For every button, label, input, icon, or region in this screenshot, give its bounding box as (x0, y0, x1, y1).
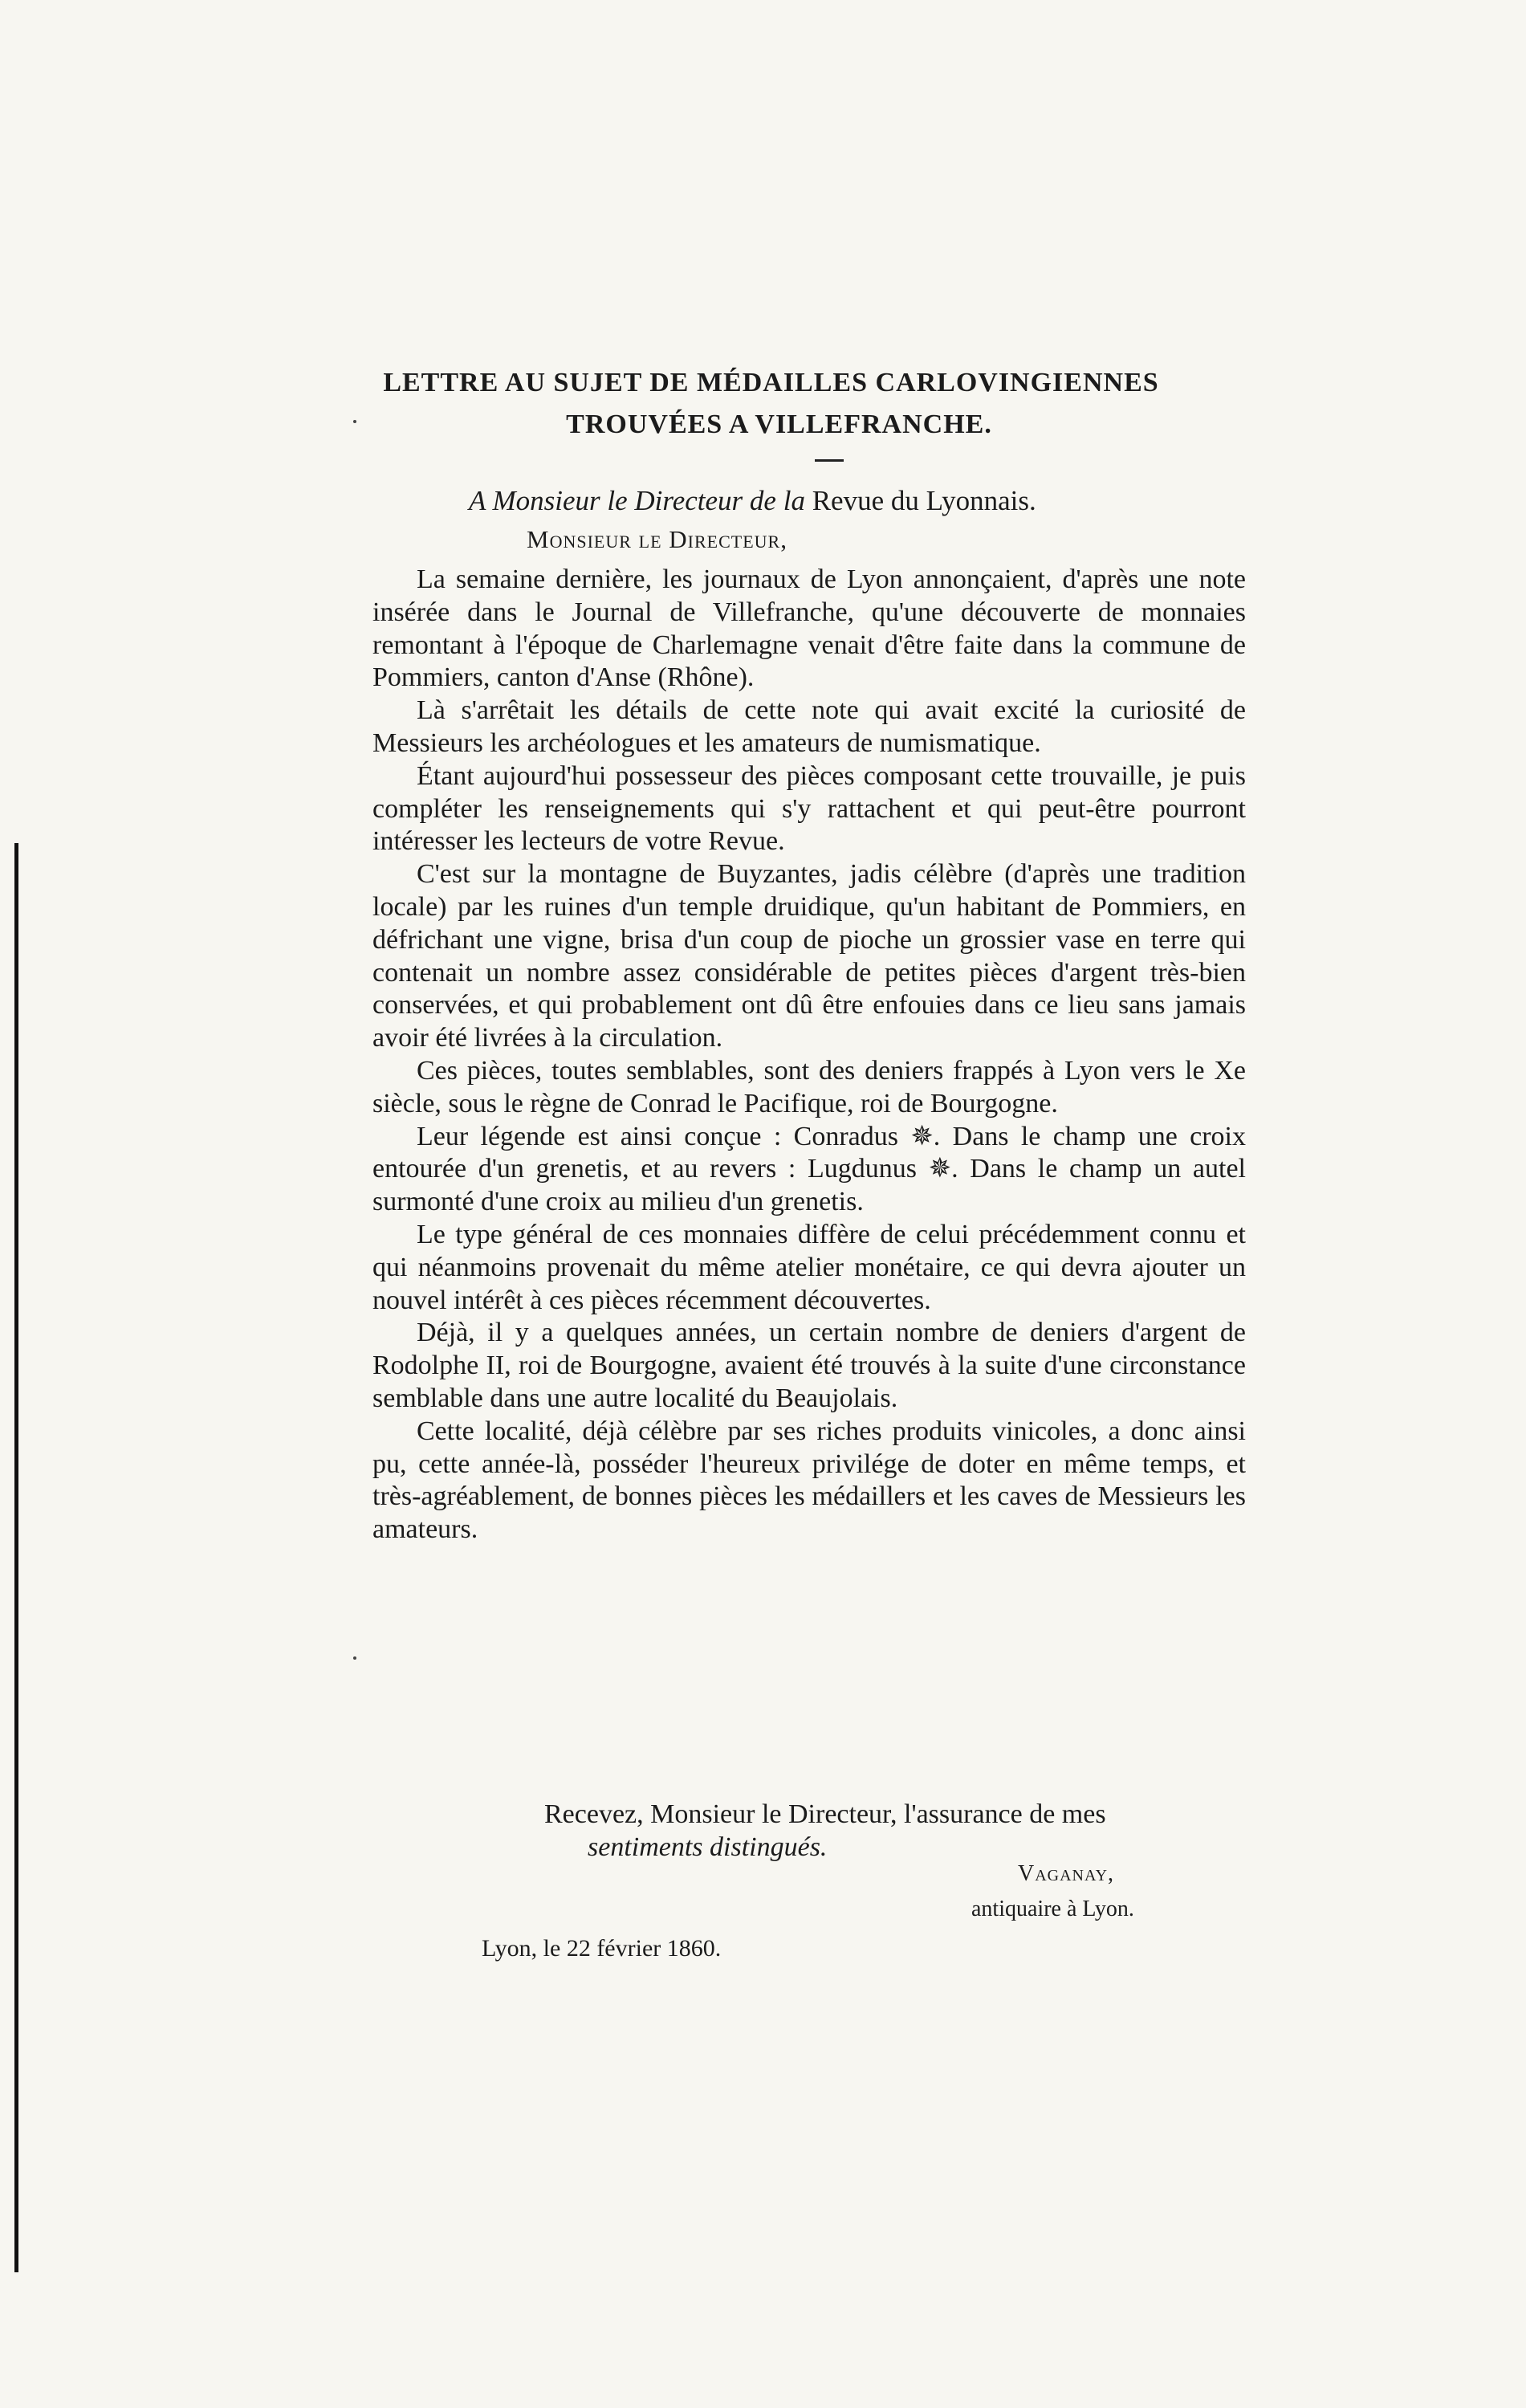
salutation: Monsieur le Directeur, (527, 525, 787, 553)
dateline: Lyon, le 22 février 1860. (482, 1935, 722, 1962)
paragraph: Étant aujourd'hui possesseur des pièces composant cette trouvaille, je puis compléter les renseignements qui s'y rattachent et qui peut-être pourront intéresser les lecteurs de votre Revue. (372, 760, 1246, 857)
paragraph: Déjà, il y a quelques années, un certain nombre de deniers d'argent de Rodolphe II, roi de Bourgogne, avaient été trouvés à la suite d'une circonstance semblable dans une autre localité du Beaujolais. (372, 1318, 1246, 1413)
signature: Vaganay, (1018, 1861, 1115, 1886)
closing-formula-line-1: Recevez, Monsieur le Directeur, l'assurance de mes (544, 1799, 1106, 1829)
page-edge-shadow (14, 843, 18, 2272)
signature-title: antiquaire à Lyon. (971, 1897, 1134, 1921)
paragraph: Là s'arrêtait les détails de cette note qui avait excité la curiosité de Messieurs les archéologues et les amateurs de numismatique. (372, 695, 1246, 758)
paragraph: Cette localité, déjà célèbre par ses riches produits vinicoles, a donc ainsi pu, cette année-là, posséder l'heureux privilége de doter en même temps, et très-agréablement, de bonnes pièces les médaillers et les caves de Messieurs les amateurs. (372, 1416, 1246, 1545)
paragraph: C'est sur la montagne de Buyzantes, jadis célèbre (d'après une tradition locale) par les ruines d'un temple druidique, qu'un habitant de Pommiers, en défrichant une vigne, brisa d'un coup de pioche un grossier vase en terre qui contenait un nombre assez considérable de petites pièces d'argent très-bien conservées, et qui probablement ont dû être enfouies dans ce lieu sans jamais avoir été livrées à la circulation. (372, 859, 1246, 1053)
letter-address (469, 485, 1036, 517)
closing-formula-line-2: sentiments distingués. (588, 1832, 828, 1862)
paragraph: Leur légende est ainsi conçue : Conradus ✵. Dans le champ une croix entourée d'un grenetis, et au revers : Lugdunus ✵. Dans le champ un autel surmonté d'une croix au milieu d'un grenetis. (372, 1121, 1246, 1217)
print-speck (353, 1656, 356, 1660)
title-separator-rule (815, 459, 844, 462)
article-title-line-2: TROUVÉES A VILLEFRANCHE. (566, 409, 992, 439)
paragraph: Ces pièces, toutes semblables, sont des deniers frappés à Lyon vers le Xe siècle, sous le règne de Conrad le Pacifique, roi de Bourgogne. (372, 1055, 1246, 1118)
address-journal: Revue du Lyonnais. (812, 485, 1036, 516)
paragraph: La semaine dernière, les journaux de Lyon annonçaient, d'après une note insérée dans le Journal de Villefranche, qu'une découverte de monnaies remontant à l'époque de Charlemagne venait d'être faite dans la commune de Pommiers, canton d'Anse (Rhône). (372, 564, 1246, 693)
paragraph: Le type général de ces monnaies diffère de celui précédemment connu et qui néanmoins provenait du même atelier monétaire, ce qui devra ajouter un nouvel intérêt à ces pièces récemment découvertes. (372, 1219, 1246, 1315)
article-title-line-1: LETTRE AU SUJET DE MÉDAILLES CARLOVINGIENNES (383, 368, 1159, 397)
address-italic: A Monsieur le Directeur de la (469, 485, 805, 516)
letter-body (372, 564, 1246, 1546)
